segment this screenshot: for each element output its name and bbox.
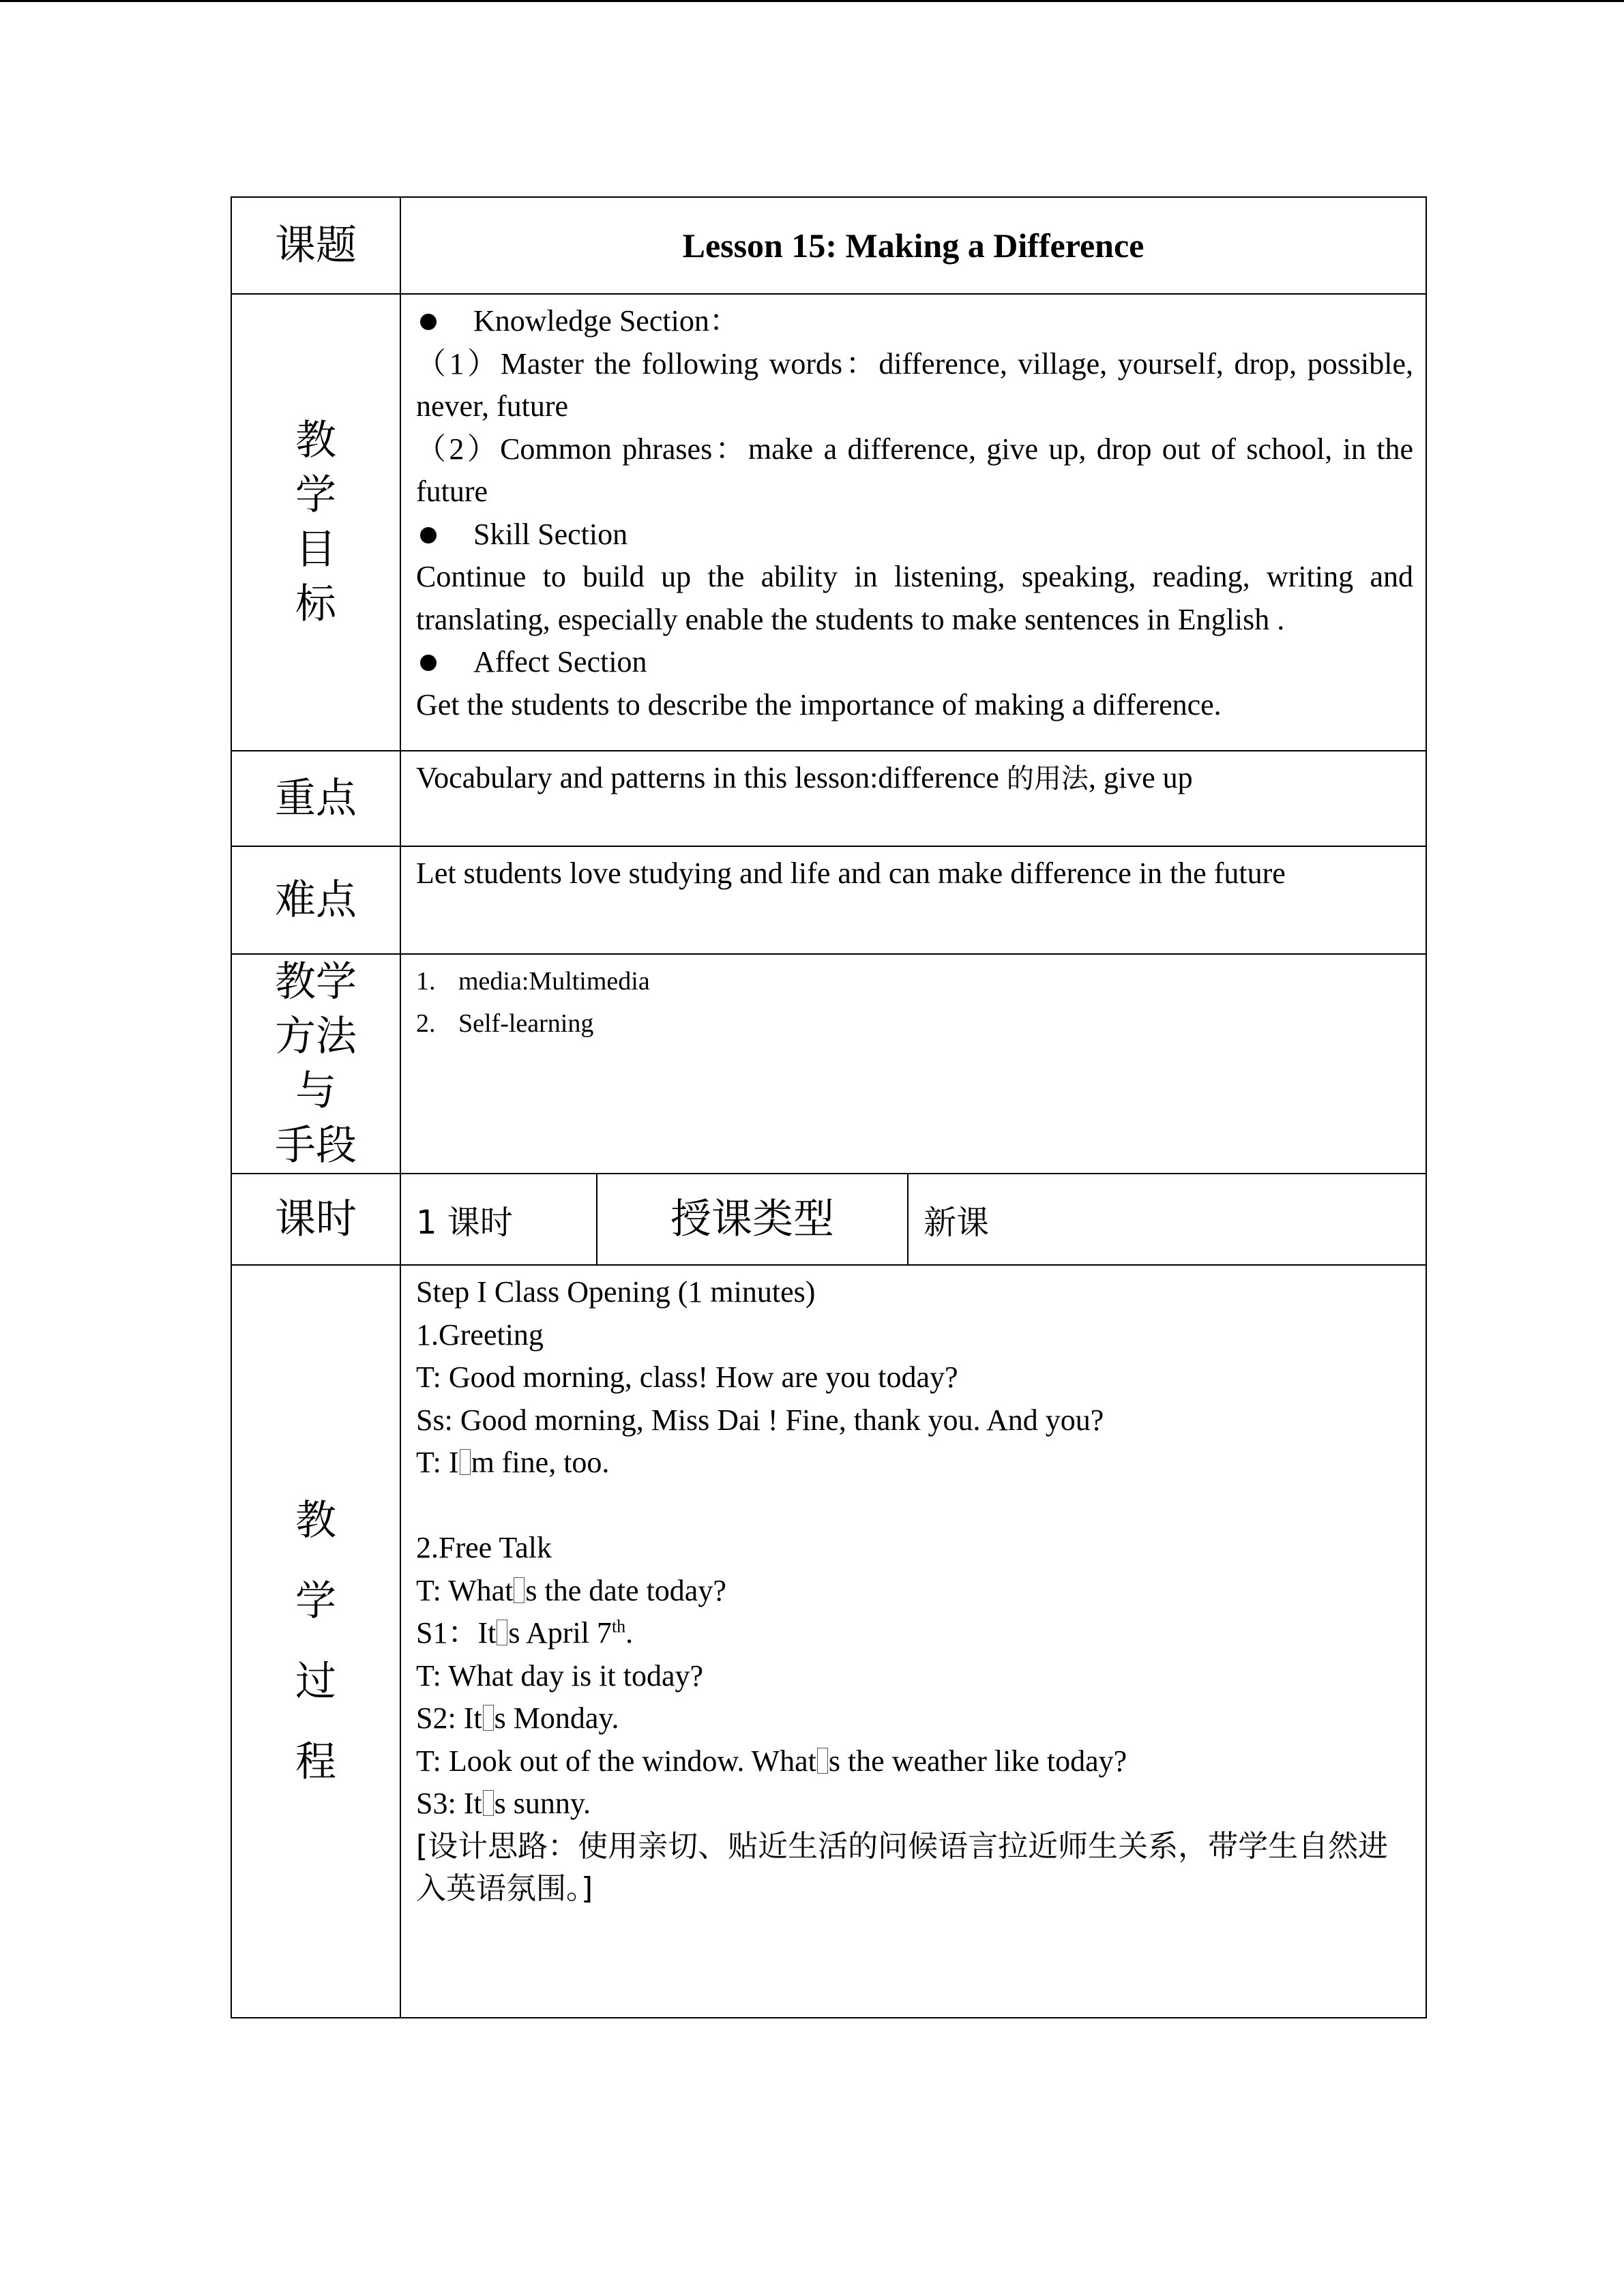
knowledge-phrases: （2）Common phrases：make a difference, give up, drop out of school, in the future bbox=[416, 432, 1413, 508]
bullet-icon bbox=[420, 314, 437, 330]
difficulties-label: 难点 bbox=[231, 846, 400, 954]
methods-row bbox=[231, 954, 1426, 1174]
missing-glyph-icon bbox=[497, 1620, 507, 1645]
lesson-plan-table bbox=[231, 196, 1427, 2018]
key-points-row bbox=[231, 751, 1426, 846]
step-heading: Step I Class Opening (1 minutes) bbox=[416, 1275, 816, 1309]
difficulties-text: Let students love studying and life and can make difference in the future bbox=[400, 846, 1426, 954]
design-note: [设计思路：使用亲切、贴近生活的问候语言拉近师生关系，带学生自然进入英语氛围。] bbox=[416, 1828, 1389, 1906]
missing-glyph-icon bbox=[817, 1748, 828, 1774]
knowledge-heading: Knowledge Section： bbox=[416, 300, 1413, 343]
affect-heading: Affect Section bbox=[416, 641, 1413, 684]
dialogue-line: S1：It s April 7th. bbox=[416, 1616, 634, 1650]
difficulties-row bbox=[231, 846, 1426, 954]
bullet-icon bbox=[420, 655, 437, 671]
objectives-content bbox=[400, 294, 1426, 751]
dialogue-line: S2: It s Monday. bbox=[416, 1701, 619, 1735]
knowledge-words: （1）Master the following words：difference, village, yourself, drop, possible, never, future bbox=[416, 346, 1413, 423]
objectives-row bbox=[231, 294, 1426, 751]
bullet-icon bbox=[420, 527, 437, 543]
free-talk-heading: 2.Free Talk bbox=[416, 1531, 552, 1564]
hours-value: 1 课时 bbox=[400, 1174, 597, 1265]
process-label: 教 学 过 程 bbox=[231, 1265, 400, 2018]
list-item: 2. Self-learning bbox=[416, 1009, 594, 1038]
methods-list bbox=[400, 954, 1426, 1174]
key-points-text: Vocabulary and patterns in this lesson:difference 的用法, give up bbox=[400, 751, 1426, 846]
dialogue-line: Ss: Good morning, Miss Dai ! Fine, thank you. And you? bbox=[416, 1403, 1104, 1437]
skill-text: Continue to build up the ability in listening, speaking, reading, writing and translating, especially enable the students to make sentences in English . bbox=[416, 560, 1413, 636]
process-content bbox=[400, 1265, 1426, 2018]
missing-glyph-icon bbox=[483, 1705, 494, 1731]
process-row bbox=[231, 1265, 1426, 2018]
schedule-row bbox=[231, 1174, 1426, 1265]
key-points-label: 重点 bbox=[231, 751, 400, 846]
spacer bbox=[416, 1485, 1413, 1527]
affect-text: Get the students to describe the importance of making a difference. bbox=[416, 687, 1222, 721]
hours-label: 课时 bbox=[231, 1174, 400, 1265]
lesson-title: Lesson 15: Making a Difference bbox=[400, 197, 1426, 294]
course-type-value: 新课 bbox=[908, 1174, 1426, 1265]
title-label: 课题 bbox=[231, 197, 400, 294]
dialogue-line: T: What s the date today? bbox=[416, 1573, 726, 1607]
dialogue-line: T: Look out of the window. What s the weather like today? bbox=[416, 1744, 1127, 1778]
course-type-label: 授课类型 bbox=[597, 1174, 908, 1265]
missing-glyph-icon bbox=[460, 1449, 471, 1475]
skill-heading: Skill Section bbox=[416, 513, 1413, 556]
dialogue-line: T: I m fine, too. bbox=[416, 1446, 610, 1479]
missing-glyph-icon bbox=[483, 1790, 494, 1816]
dialogue-line: S3: It s sunny. bbox=[416, 1787, 591, 1820]
greeting-heading: 1.Greeting bbox=[416, 1317, 544, 1352]
list-item: 1. media:Multimedia bbox=[416, 967, 650, 996]
dialogue-line: T: Good morning, class! How are you today? bbox=[416, 1360, 958, 1394]
page-top-border bbox=[0, 0, 1624, 2]
objectives-label: 教 学 目 标 bbox=[231, 294, 400, 751]
dialogue-line: T: What day is it today? bbox=[416, 1658, 704, 1693]
missing-glyph-icon bbox=[514, 1577, 525, 1603]
methods-label: 教学 方法 与 手段 bbox=[231, 954, 400, 1174]
title-row bbox=[231, 197, 1426, 294]
